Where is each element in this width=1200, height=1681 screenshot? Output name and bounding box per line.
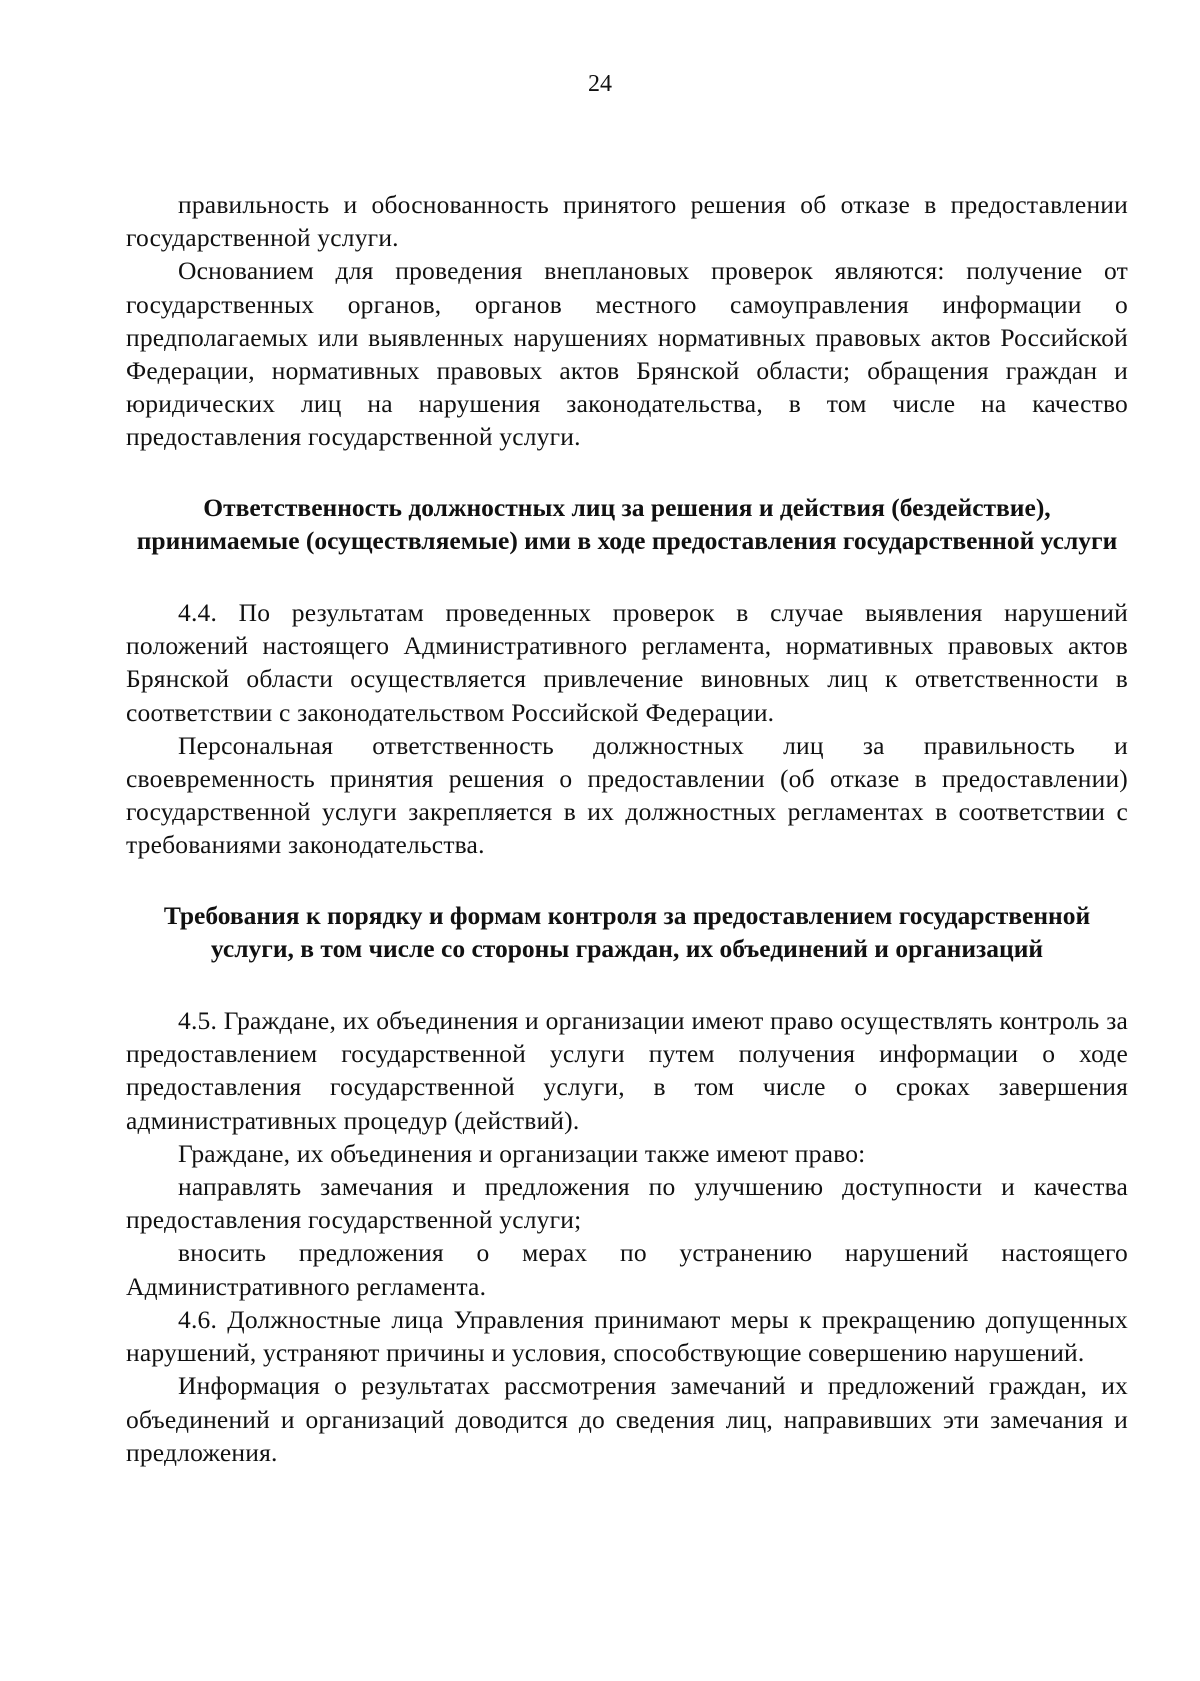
paragraph-unscheduled-inspections: Основанием для проведения внеплановых проверок являются: получение от государственных органов, органов местного самоуправления информации о предполагаемых или выявленных нарушениях нормативных правовых актов Российской Федерации, нормативных правовых актов Брянской области; обращения граждан и юридических лиц на нарушения законодательства, в том числе на качество предоставления государственной услуги. xyxy=(126,256,1128,452)
paragraph-4-6: 4.6. Должностные лица Управления принимают меры к прекращению допущенных нарушений, устраняют причины и условия, способствующие совершению нарушений. xyxy=(126,1304,1128,1368)
document-body xyxy=(126,188,1128,1469)
paragraph-send-remarks: направлять замечания и предложения по улучшению доступности и качества предоставления государственной услуги; xyxy=(126,1172,1128,1235)
page-number: 24 xyxy=(588,71,612,97)
paragraph-4-4: 4.4. По результатам проведенных проверок в случае выявления нарушений положений настоящего Административного регламента, нормативных правовых актов Брянской области осуществляется привлечение виновных лиц к ответственности в соответствии с законодательством Российской Федерации. xyxy=(126,598,1128,727)
section-heading-responsibility: Ответственность должностных лиц за решения и действия (бездействие), принимаемые (осуществляемые) ими в ходе предоставления государственной услуги xyxy=(136,492,1118,555)
paragraph-4-5: 4.5. Граждане, их объединения и организации имеют право осуществлять контроль за предоставлением государственной услуги путем получения информации о ходе предоставления государственной услуги, в том числе о сроках завершения административных процедур (действий). xyxy=(126,1006,1128,1135)
paragraph-submit-proposals: вносить предложения о мерах по устранению нарушений настоящего Административного регламента. xyxy=(126,1238,1128,1301)
section-heading-control-requirements: Требования к порядку и формам контроля за предоставлением государственной услуги, в том числе со стороны граждан, их объединений и организаций xyxy=(163,900,1091,963)
paragraph-personal-responsibility: Персональная ответственность должностных лиц за правильность и своевременность принятия решения о предоставлении (об отказе в предоставлении) государственной услуги закрепляется в их должностных регламентах в соответствии с требованиями законодательства. xyxy=(126,730,1128,860)
paragraph-citizens-rights: Граждане, их объединения и организации также имеют право: xyxy=(178,1138,866,1168)
paragraph-results-information: Информация о результатах рассмотрения замечаний и предложений граждан, их объединений и организаций доводится до сведения лиц, направивших эти замечания и предложения. xyxy=(126,1371,1128,1467)
paragraph-continuation: правильность и обоснованность принятого решения об отказе в предоставлении государственной услуги. xyxy=(126,190,1128,253)
